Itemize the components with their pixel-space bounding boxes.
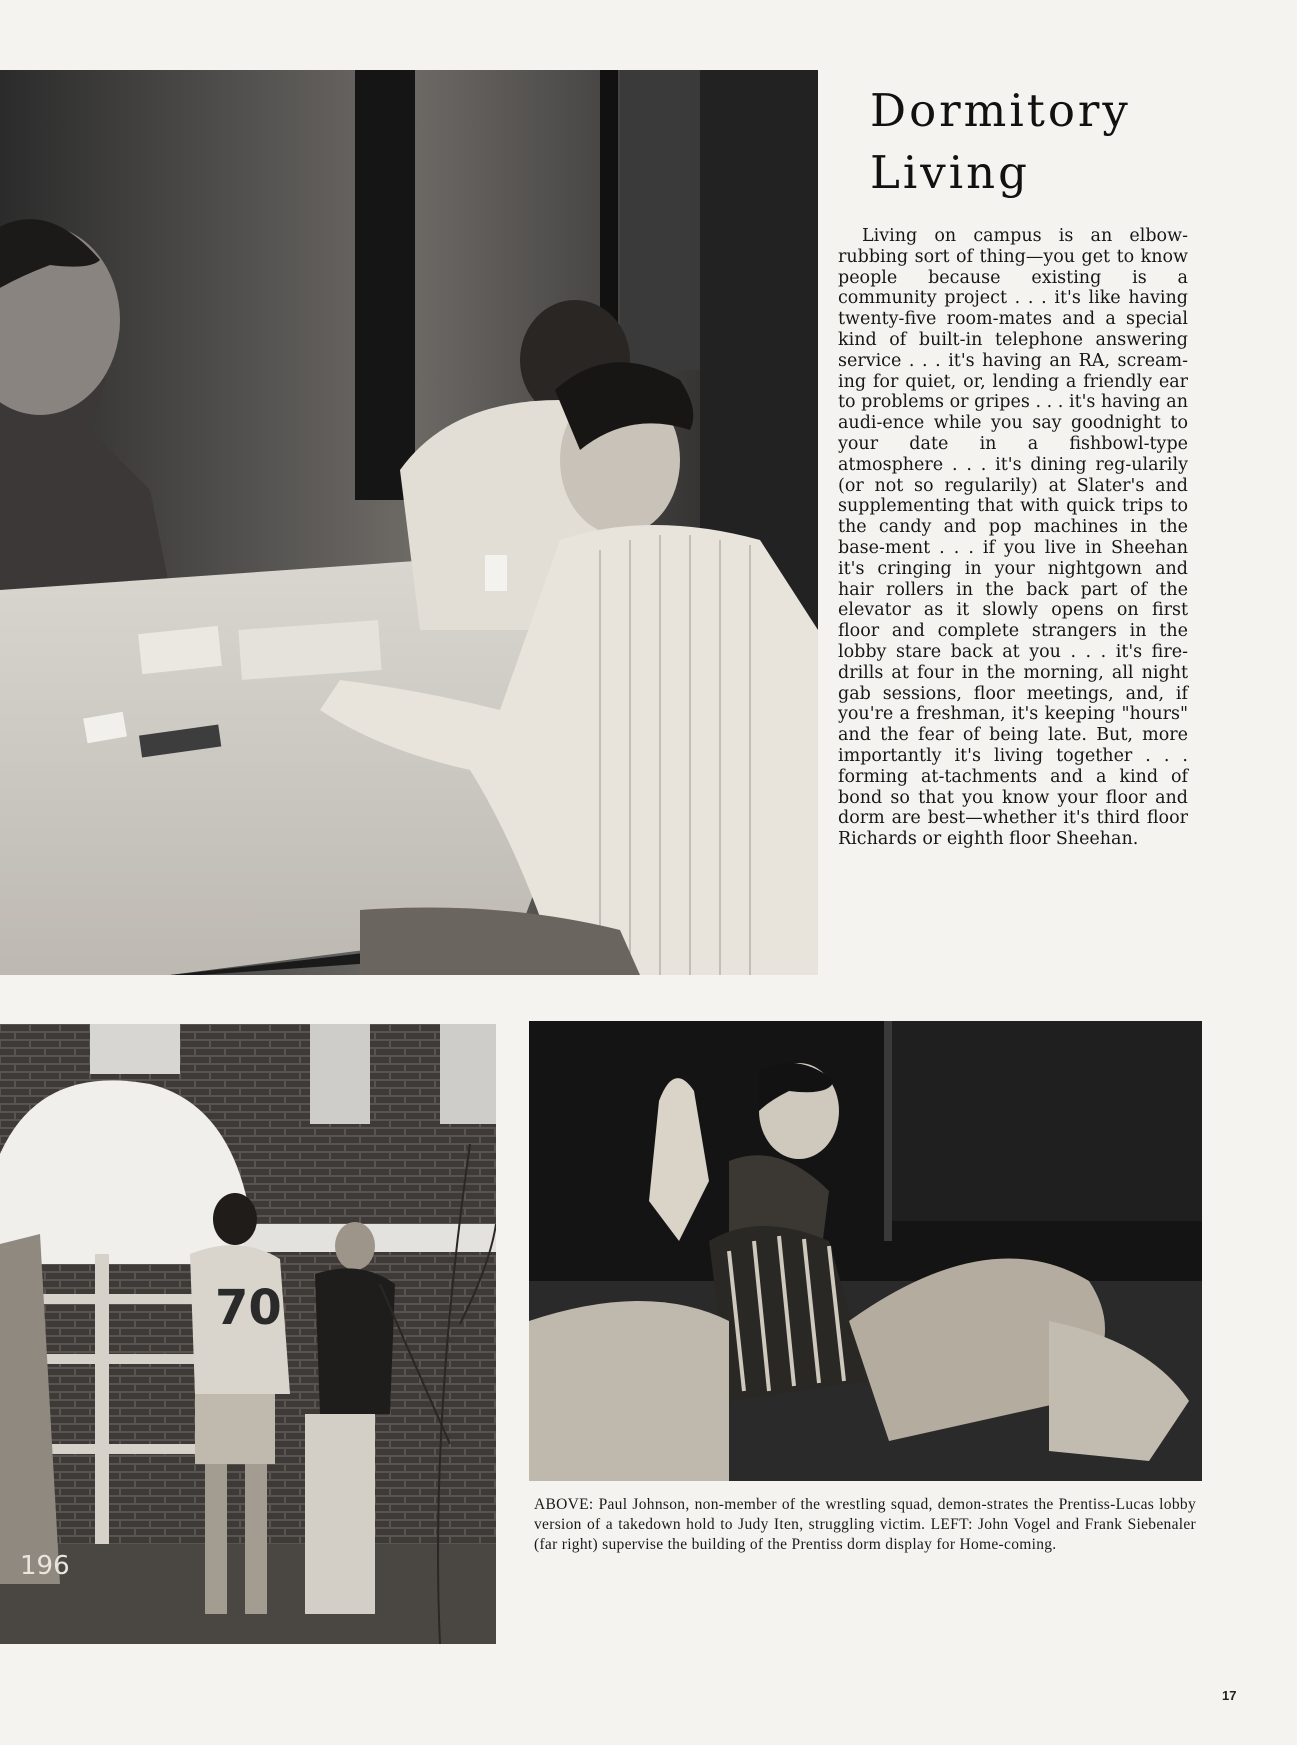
photo-card-game — [0, 70, 818, 975]
photo-homecoming-display-image — [0, 1024, 496, 1644]
photo-wrestling-hold — [529, 1021, 1202, 1481]
page-title-line-1: Dormitory — [870, 84, 1131, 137]
photo-card-game-image — [0, 70, 818, 975]
display-sign-text: 196 — [20, 1551, 70, 1581]
photo-caption: ABOVE: Paul Johnson, non-member of the wrestling squad, demon-strates the Prentiss-Lucas lobby version of a takedown hold to Judy Iten, struggling victim. LEFT: John Vogel and Frank Siebenaler (far right) supervise the building of the Prentiss dorm display for Home-coming. — [534, 1496, 1196, 1553]
page-title-line-2: Living — [870, 146, 1030, 199]
photo-wrestling-hold-image — [529, 1021, 1202, 1481]
jersey-number: 70 — [215, 1280, 282, 1336]
page-title — [870, 80, 1200, 204]
article-body: Living on campus is an elbow-rubbing sort of thing—you get to know people because existing is a community project . . . it's like having twenty-five room-mates and a special kind of built-in telephone answering service . . . it's having an RA, scream-ing for quiet, or, lending a friendly ear to problems or gripes . . . it's having an audi-ence while you say goodnight to your date in a fishbowl-type atmosphere . . . it's dining reg-ularily (or not so regularily) at Slater's and supplementing that with quick trips to the candy and pop machines in the base-ment . . . if you live in Sheehan it's cringing in your nightgown and hair rollers in the back part of the elevator as it slowly opens on first floor and complete strangers in the lobby stare back at you . . . it's fire-drills at four in the morning, all night gab sessions, floor meetings, and, if you're a freshman, it's keeping "hours" and the fear of being late. But, more importantly it's living together . . . forming at-tachments and a kind of bond so that you know your floor and dorm are best—whether it's third floor Richards or eighth floor Sheehan. — [838, 226, 1188, 850]
page-number: 17 — [1222, 1688, 1237, 1703]
photo-homecoming-display — [0, 1024, 496, 1644]
